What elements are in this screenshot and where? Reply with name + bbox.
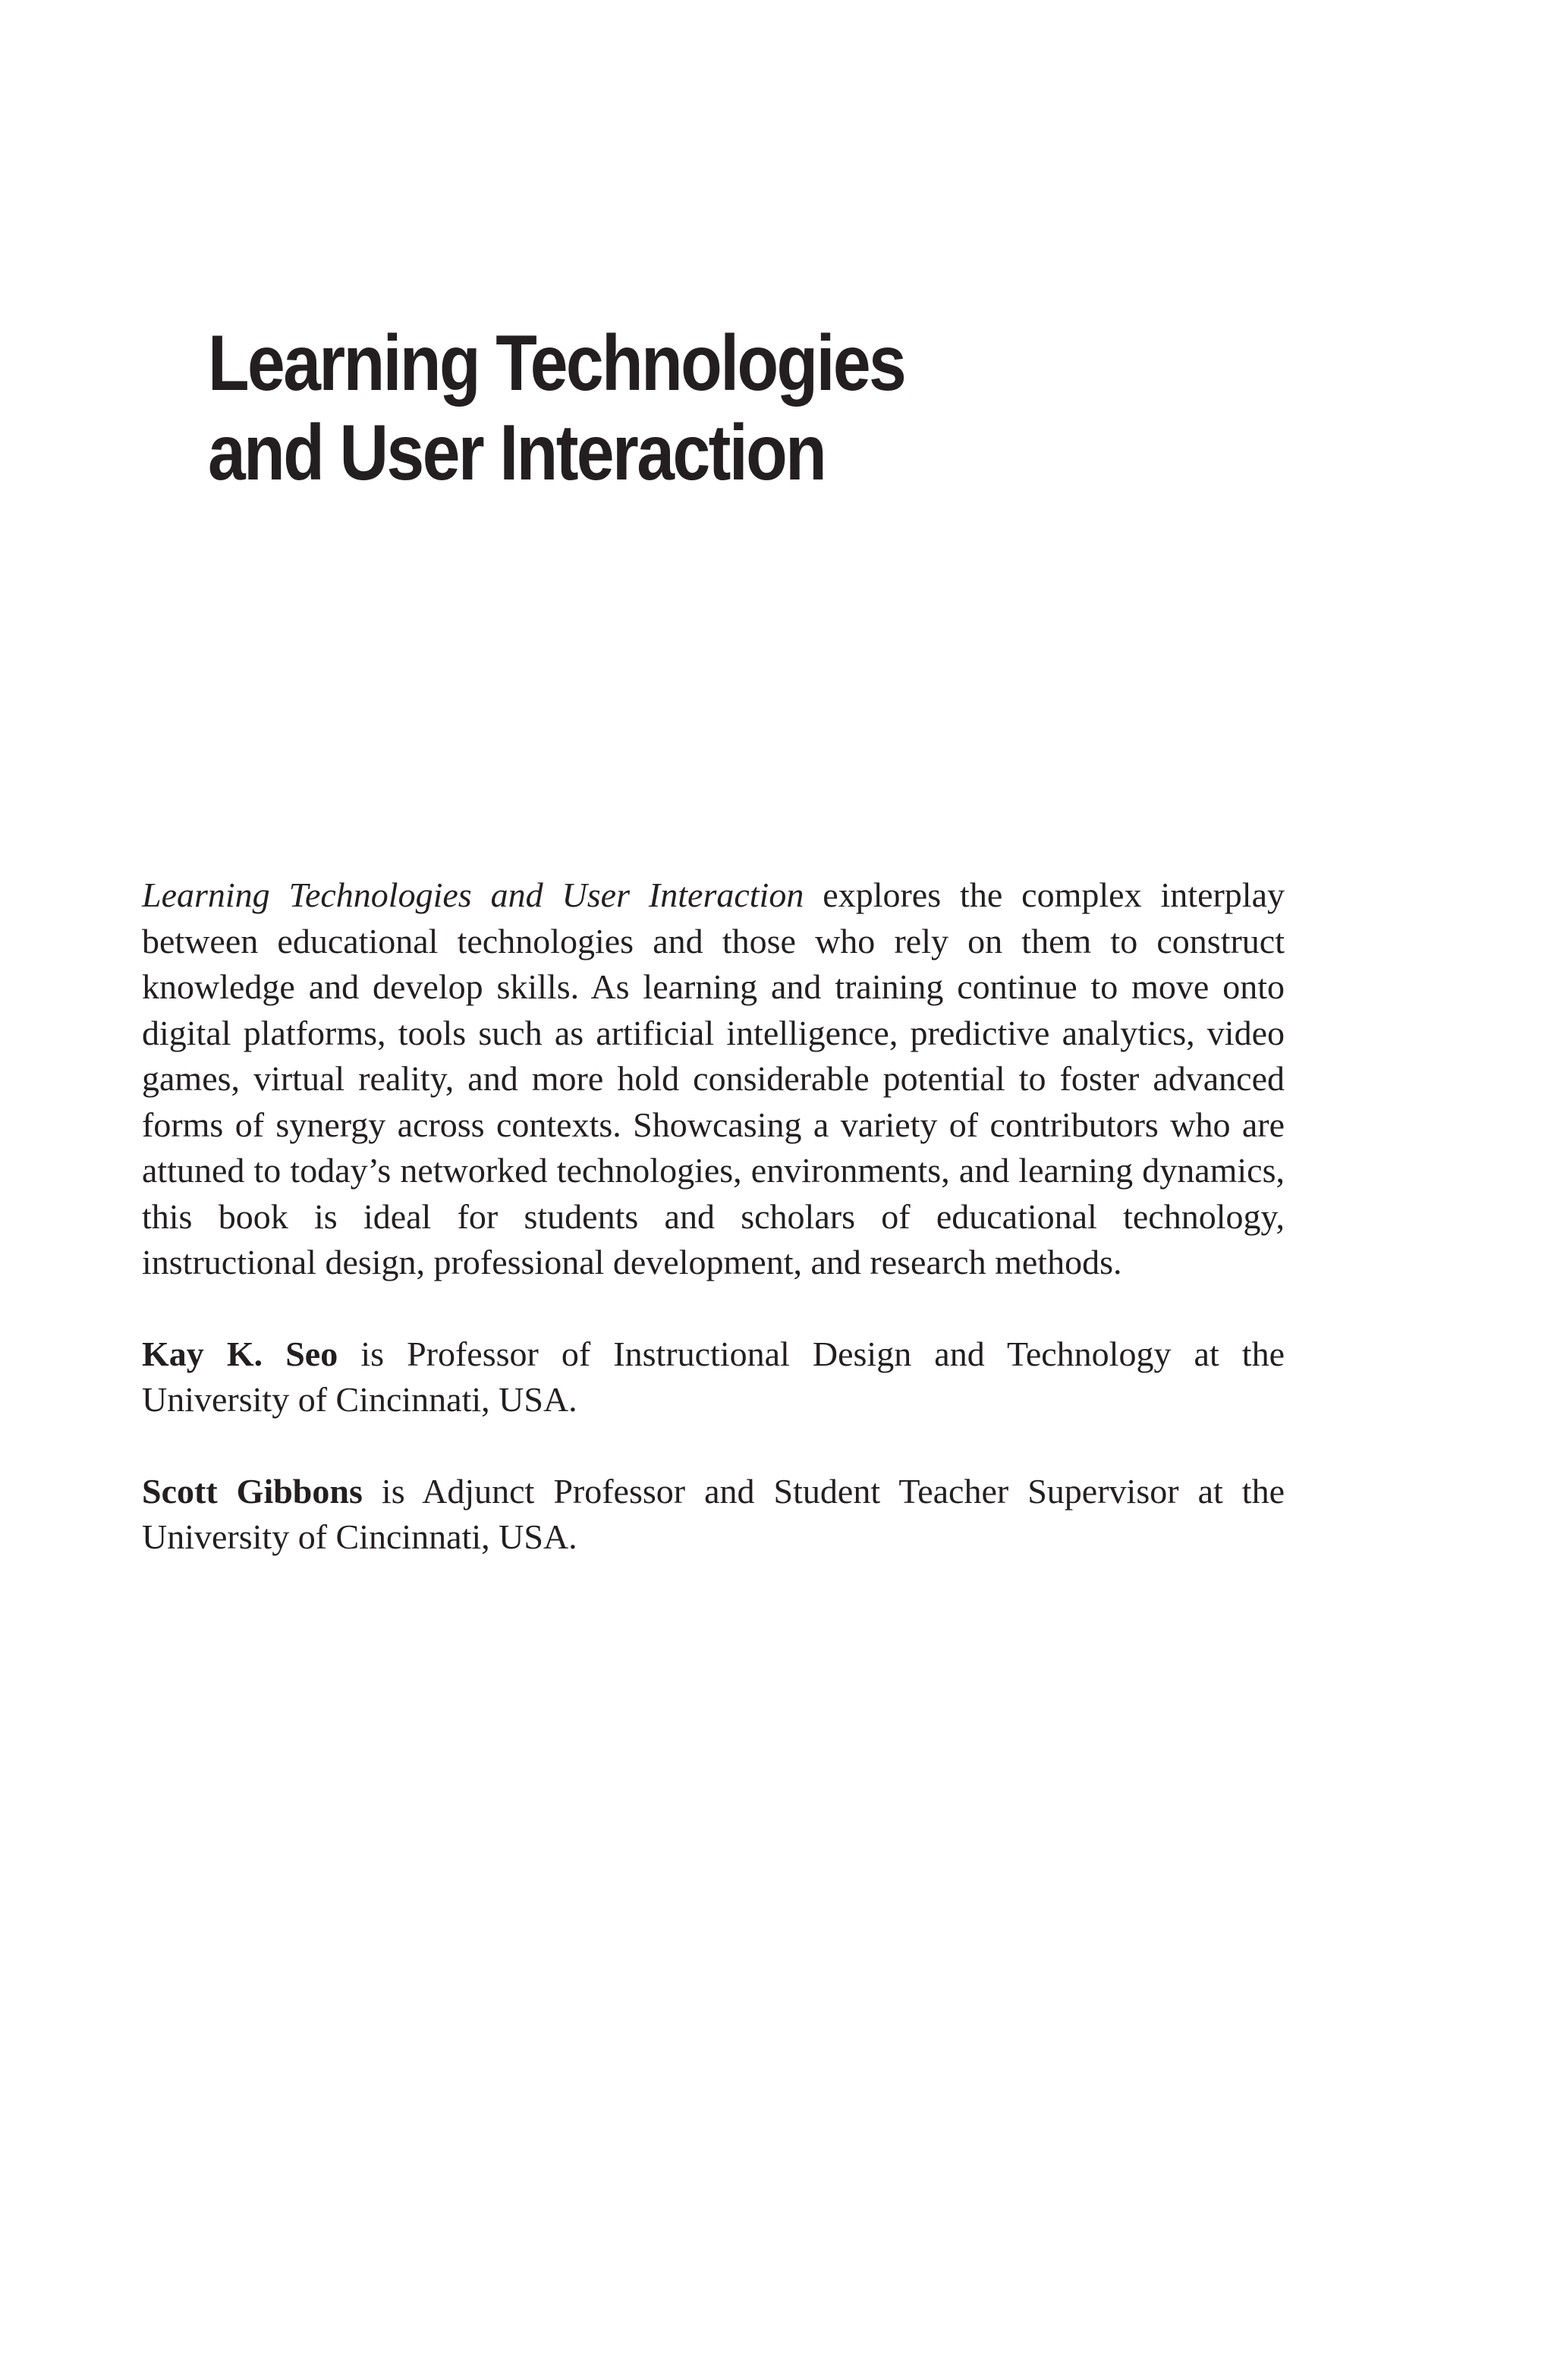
book-title-italic: Learning Technologies and User Interaction: [142, 876, 804, 914]
author-name: Kay K. Seo: [142, 1334, 338, 1373]
book-title: [208, 319, 1346, 498]
back-matter-text: [142, 872, 1285, 1561]
author-name: Scott Gibbons: [142, 1471, 363, 1511]
book-title-line-2: and User Interaction: [208, 409, 826, 497]
author-bio-text: is Adjunct Professor and Student Teacher Supervisor at the University of Cincinnati, USA.: [142, 1471, 1285, 1556]
author-bio: [142, 1331, 1285, 1423]
author-bio: [142, 1469, 1285, 1561]
book-description: [142, 872, 1285, 1286]
author-bio-text: is Professor of Instructional Design and Technology at the University of Cincinnati, USA.: [142, 1334, 1285, 1419]
book-title-line-1: Learning Technologies: [208, 319, 905, 407]
description-text: explores the complex interplay between educational technologies and those who rely on them to construct knowledge and develop skills. As learning and training continue to move onto digital platforms, tools such as artificial intelligence, predictive analytics, video games, virtual reality, and more hold considerable potential to foster advanced forms of synergy across contexts. Showcasing a variety of contributors who are attuned to today’s networked technologies, environments, and learning dynamics, this book is ideal for students and scholars of educational technology, instructional design, professional development, and research methods.: [142, 876, 1285, 1281]
